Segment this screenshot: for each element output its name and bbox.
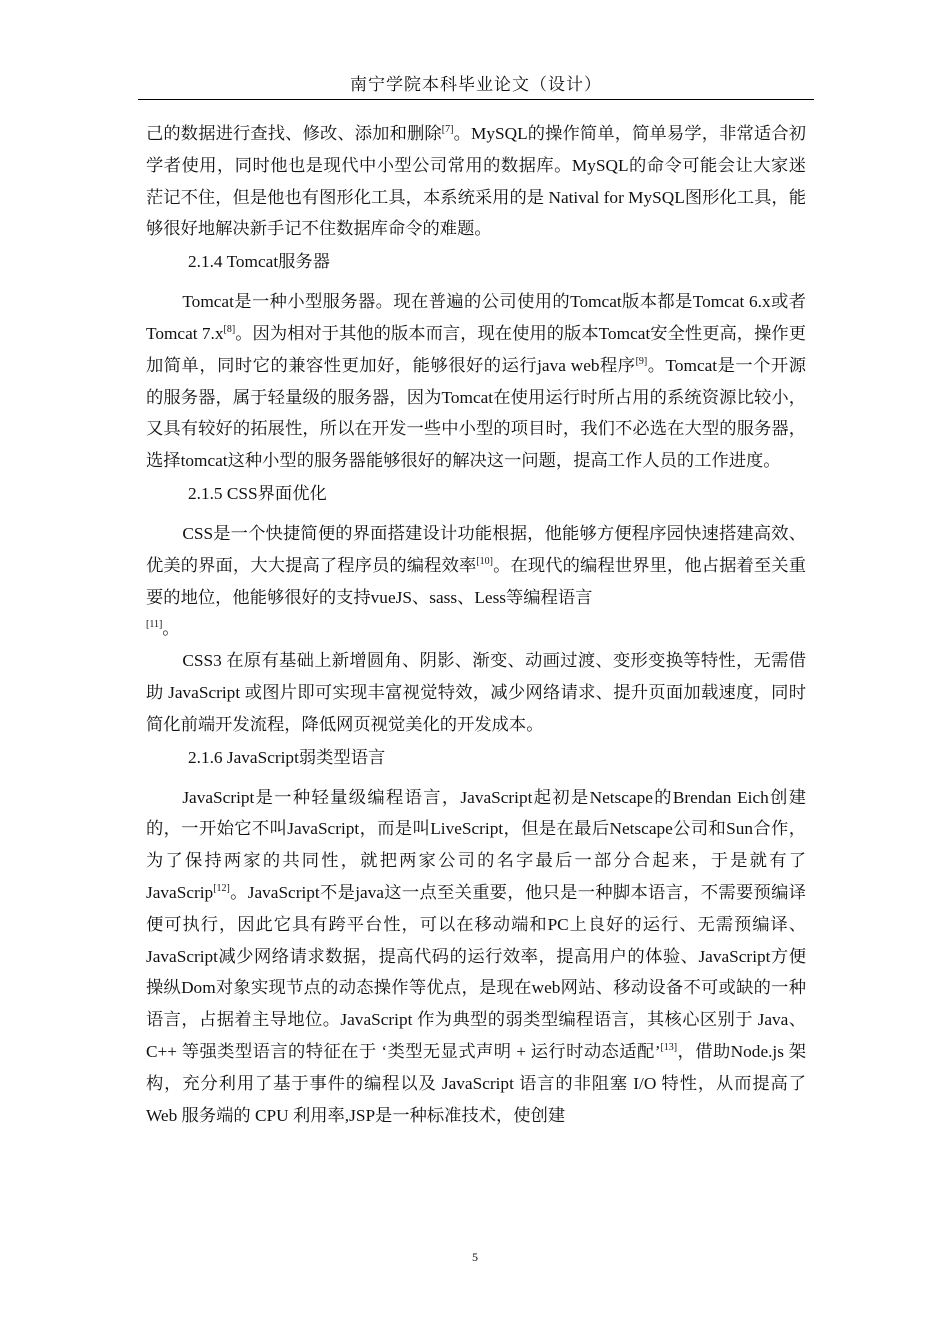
text: JavaScript是一种轻量级编程语言，JavaScript起初是Netscape的Brendan Eich创建的，一开始它不叫JavaScript，而是叫LiveScript，但是在最后Netscape公司和Sun合作，为了保持两家的共同性，就把两家公司的名字最后一部分合起来，于是就有了JavaScrip (146, 787, 806, 902)
paper-body (146, 118, 806, 1131)
citation: [7] (441, 124, 454, 135)
text: 。Tomcat是一个开源的服务器，属于轻量级的服务器，因为Tomcat在使用运行时所占用的系统资源比较小，又具有较好的拓展性，所以在开发一些中小型的项目时，我们不必选在大型的服务器，选择tomcat这种小型的服务器能够很好的解决这一问题，提高工作人员的工作进度。 (146, 355, 806, 471)
citation: [9] (635, 355, 648, 367)
text: 。MySQL的操作简单，简单易学，非常适合初学者使用，同时他也是现代中小型公司常用的数据库。MySQL的命令可能会让大家迷茫记不住，但是他也有图形化工具，本系统采用的是 Natival for MySQL图形化工具，能够很好地解决新手记不住数据库命令的难题。 (146, 124, 806, 239)
paragraph-css3: CSS3 在原有基础上新增圆角、阴影、渐变、动画过渡、变形变换等特性，无需借助 JavaScript 或图片即可实现丰富视觉特效，减少网络请求、提升页面加载速度，同时简化前端开发流程，降低网页视觉美化的开发成本。 (146, 651, 806, 734)
text: 。 (162, 619, 180, 639)
page-number: 5 (472, 1250, 478, 1264)
text: Tomcat是一种小型服务器。现在普遍的公司使用的Tomcat版本都是Tomcat 6.x或者Tomcat 7.x (146, 292, 806, 343)
header-title: 南宁学院本科毕业论文（设计） (350, 75, 602, 94)
citation: [12] (213, 882, 230, 894)
text: 己的数据进行查找、修改、添加和删除 (146, 124, 442, 143)
citation: [11] (146, 619, 163, 631)
section-heading-2-1-6: 2.1.6 JavaScript弱类型语言 (188, 747, 386, 767)
paragraph-javascript (146, 782, 806, 1132)
text: ，借助Node.js 架构，充分利用了基于事件的编程以及 JavaScript 语言的非阻塞 I/O 特性，从而提高了 Web 服务端的 CPU 利用率,JSP是一种标准技术，使创建 (146, 1041, 806, 1125)
citation: [10] (476, 555, 494, 567)
paragraph-mysql (146, 118, 806, 245)
text: 。JavaScript不是java这一点至关重要，他只是一种脚本语言，不需要预编译便可执行，因此它具有跨平台性，可以在移动端和PC上良好的运行、无需预编译、JavaScript减少网络请求数据，提高代码的运行效率，提高用户的体验、JavaScript方便操纵Dom对象实现节点的动态操作等优点，是现在web网站、移动设备不可或缺的一种语言，占据着主导地位。JavaScript 作为典型的弱类型编程语言，其核心区别于 Java、C++ 等强类型语言的特征在于 ‘类型无显式声明 + 运行时动态适配’ (146, 882, 806, 1061)
citation: [8] (223, 323, 236, 335)
citation: [13] (660, 1041, 678, 1053)
paragraph-css (146, 518, 806, 645)
section-heading-2-1-5: 2.1.5 CSS界面优化 (188, 483, 327, 503)
text: 。因为相对于其他的版本而言，现在使用的版本Tomcat安全性更高，操作更加简单，同时它的兼容性更加好，能够很好的运行java web程序 (146, 323, 807, 375)
page-header (138, 70, 814, 100)
section-heading-2-1-4: 2.1.4 Tomcat服务器 (188, 252, 330, 272)
text: CSS是一个快捷简便的界面搭建设计功能根据，他能够方便程序园快速搭建高效、优美的界面，大大提高了程序员的编程效率 (146, 523, 806, 575)
text: 。在现代的编程世界里，他占据着至关重要的地位，他能够很好的支持vueJS、sass、Less等编程语言 (146, 555, 806, 607)
paragraph-tomcat (146, 286, 806, 477)
